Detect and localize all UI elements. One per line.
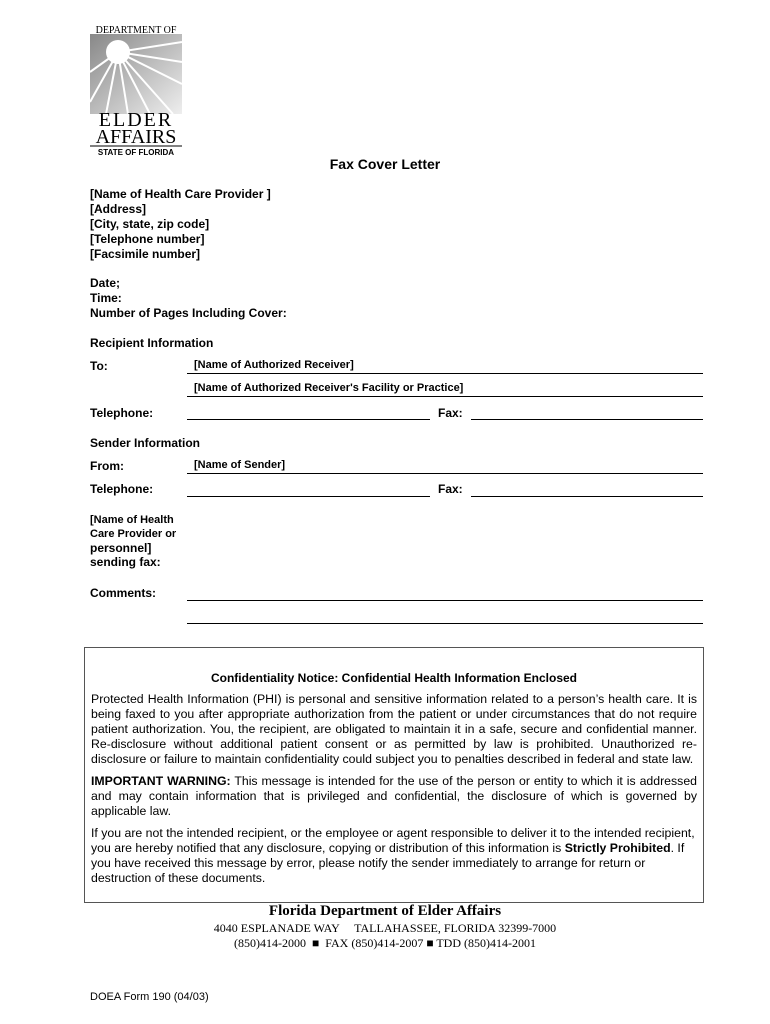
svg-text:STATE OF FLORIDA: STATE OF FLORIDA [97, 148, 175, 156]
text: If you are not the intended recipient, or the employee or agent responsible to deliver it to the intended recipient, you are hereby notified that any disclosure, copying or distribution of this information is [91, 826, 695, 855]
provider-address [90, 187, 271, 262]
department-logo [88, 22, 184, 156]
label-line: Care Provider or [90, 528, 177, 540]
warning-label: IMPORTANT WARNING: [91, 774, 231, 788]
address-line: [Facsimile number] [90, 247, 201, 261]
label-line: sending fax: [90, 555, 161, 569]
notice-heading: Confidentiality Notice: Confidential Health Information Enclosed [210, 671, 578, 685]
sender-fax-field[interactable] [471, 496, 703, 497]
recipient-telephone-label: Telephone: [90, 406, 154, 420]
sending-personnel-label [90, 513, 176, 569]
to-name-line [187, 373, 703, 374]
address-line: [Name of Health Care Provider ] [90, 187, 271, 201]
pages-label: Number of Pages Including Cover: [90, 306, 287, 320]
warning-text: This message is intended for the use of the person or entity to which it is addressed and may contain information that is privileged and confidential, the disclosure of which is governed by applicable law. [91, 774, 697, 818]
comments-label: Comments: [90, 586, 157, 600]
page-title: Fax Cover Letter [329, 156, 441, 172]
sender-fax-label: Fax: [438, 482, 463, 496]
text: . If you have received this message by error, please notify the sender immediately to arrange for return or destruction of these documents. [91, 841, 685, 885]
address-line: [Telephone number] [90, 232, 205, 246]
label-line: [Name of Health [90, 514, 174, 526]
fax-meta [90, 276, 287, 321]
svg-text:AFFAIRS: AFFAIRS [95, 126, 177, 148]
from-name-line [187, 473, 703, 474]
to-label: To: [90, 359, 108, 373]
svg-text:ELDER: ELDER [98, 109, 174, 131]
from-name-field[interactable]: [Name of Sender] [194, 459, 286, 471]
time-label: Time: [90, 291, 122, 305]
comments-line-2[interactable] [187, 623, 703, 624]
svg-text:DEPARTMENT OF: DEPARTMENT OF [95, 25, 177, 36]
recipient-fax-label: Fax: [438, 406, 463, 420]
address-line: [City, state, zip code] [90, 217, 210, 231]
notice-paragraph-3 [91, 826, 697, 886]
footer-address: 4040 ESPLANADE WAY TALLAHASSEE, FLORIDA 32399-7000 [213, 921, 557, 935]
sender-telephone-field[interactable] [187, 496, 430, 497]
notice-paragraph-2 [91, 774, 697, 819]
label-line: personnel] [90, 541, 152, 555]
recipient-heading: Recipient Information [90, 336, 214, 350]
footer-org: Florida Department of Elder Affairs [268, 903, 502, 919]
to-facility-field[interactable]: [Name of Authorized Receiver's Facility or Practice] [194, 382, 464, 394]
recipient-fax-field[interactable] [471, 419, 703, 420]
to-facility-line [187, 396, 703, 397]
address-line: [Address] [90, 202, 147, 216]
notice-paragraph-1: Protected Health Information (PHI) is personal and sensitive information related to a person’s health care. It is being faxed to you after appropriate authorization from the patient or under circumstances that do not require patient authorization. You, the recipient, are obligated to maintain it in a safe, secure and confidential manner. Re-disclosure without additional patient consent or as permitted by law is prohibited. Unauthorized re-disclosure or failure to maintain confidentiality could subject you to penalties described in federal and state law. [91, 692, 697, 766]
footer-phones: (850)414-2000 ■ FAX (850)414-2007 ■ TDD (850)414-2001 [233, 936, 537, 950]
form-number: DOEA Form 190 (04/03) [90, 991, 209, 1003]
sender-telephone-label: Telephone: [90, 482, 154, 496]
comments-line-1[interactable] [187, 600, 703, 601]
from-label: From: [90, 459, 124, 473]
to-name-field[interactable]: [Name of Authorized Receiver] [194, 359, 354, 371]
date-label: Date; [90, 276, 121, 290]
recipient-telephone-field[interactable] [187, 419, 430, 420]
sender-heading: Sender Information [90, 436, 201, 450]
confidentiality-notice-box [84, 647, 704, 903]
strictly-prohibited: Strictly Prohibited [564, 841, 671, 855]
